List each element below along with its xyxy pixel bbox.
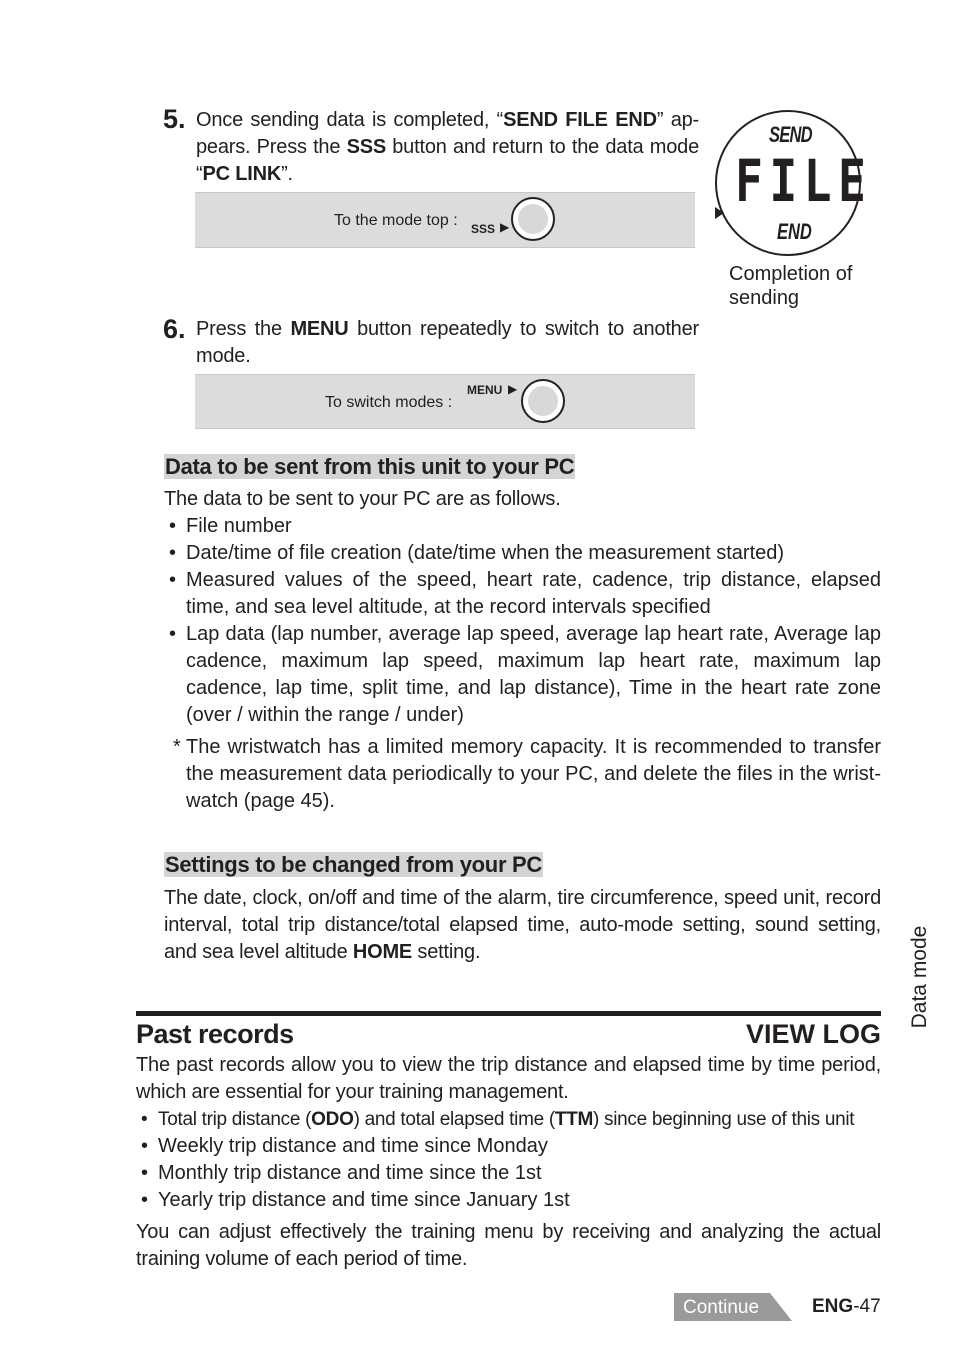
send-file-end-label: SEND FILE END (503, 109, 657, 131)
past-records-list (136, 1106, 881, 1214)
past-records-body (136, 1052, 881, 1273)
list-item: • Monthly trip distance and time since the 1st (136, 1160, 881, 1187)
memory-note (164, 734, 881, 815)
step-6-text-part: Press the (196, 318, 291, 340)
list-item-text: ) and total elapsed time ( (353, 1109, 555, 1130)
list-item (136, 1106, 881, 1133)
settings-text (164, 885, 881, 966)
settings-text-part: The date, clock, on/off and time of the alarm, tire circumference, speed unit, record interval, total trip distance/total elapsed time, auto-mode setting, sound setting, and sea level altitude (164, 887, 881, 963)
list-item: • Yearly trip distance and time since January 1st (136, 1187, 881, 1214)
mode-top-instruction-box (195, 192, 695, 248)
step-5-number: 5. (163, 104, 186, 134)
menu-label: MENU (290, 318, 349, 340)
sss-label: SSS (346, 136, 386, 158)
list-item: • Date/time of file creation (date/time when the measurement started) (164, 540, 881, 567)
step-6-number: 6. (163, 314, 186, 344)
menu-button-name: MENU (467, 383, 503, 397)
sss-button-name: SSS (471, 222, 496, 236)
step-6-text-part: button repeatedly to switch to another mode. (196, 318, 699, 367)
section-intro: The data to be sent to your PC are as follows. (164, 488, 561, 510)
watch-display (715, 110, 873, 256)
list-item: • Weekly trip distance and time since Monday (136, 1133, 881, 1160)
arrow-right-icon: ▶ (508, 382, 518, 396)
section-settings (164, 853, 881, 966)
past-records-title: Past records (136, 1019, 294, 1049)
continue-tab (674, 1293, 792, 1321)
past-records-rule (136, 1011, 881, 1016)
home-label: HOME (352, 941, 413, 963)
display-bottom-text: END (777, 219, 812, 244)
list-item: • Lap data (lap number, average lap speed, average lap heart rate, Average lap cadence, maximum lap speed, maximum lap heart rate, maximum lap cadence, lap time, split time, and lap distance), Time in the heart rate zone (over / within the range / under) (164, 621, 881, 729)
section-heading: Settings to be changed from your PC (165, 852, 542, 877)
past-records-closing: You can adjust effectively the training menu by receiving and analyzing the actual training volume of each period of time. (136, 1221, 881, 1270)
odo-label: ODO (311, 1109, 354, 1130)
step-5-text-part: Once sending data is completed, “ (196, 109, 504, 131)
note-text: The wristwatch has a limited memory capacity. It is recommended to transfer the measurement data periodically to your PC, and delete the files in the wrist-watch (page 45). (186, 736, 881, 812)
page-prefix: ENG (812, 1296, 854, 1317)
switch-modes-instruction-box (195, 374, 695, 429)
display-marker-icon (715, 207, 724, 219)
ttm-label: TTM (554, 1109, 594, 1130)
section-heading: Data to be sent from this unit to your PC (165, 454, 575, 479)
step-5-text-part: ” ap-pears. Press the (196, 109, 700, 158)
display-top-text: SEND (769, 122, 812, 147)
side-tab-label: Data mode (908, 925, 931, 1029)
continue-label: Continue (683, 1297, 760, 1318)
step-5-text-part: button and return to the data mode “ (196, 136, 699, 185)
menu-button-icon (521, 379, 565, 423)
page-number (812, 1296, 881, 1318)
step-5-text-part: ”. (281, 163, 293, 185)
settings-text-part: setting. (412, 941, 481, 963)
step-6-text (196, 316, 699, 370)
step-5-text (196, 107, 699, 188)
note-asterisk: * (173, 736, 181, 758)
list-item-text: ) since beginning use of this unit (593, 1109, 855, 1130)
pc-link-label: PC LINK (202, 163, 282, 185)
list-item-text: Total trip distance ( (158, 1109, 312, 1130)
data-list (164, 513, 881, 729)
past-records-intro: The past records allow you to view the trip distance and elapsed time by time period, which are essential for your training management. (136, 1054, 881, 1103)
view-log-title: VIEW LOG (746, 1019, 881, 1049)
switch-modes-label: To switch modes : (325, 394, 453, 411)
arrow-right-icon: ▶ (500, 220, 510, 234)
display-main-text: FILE (735, 147, 873, 215)
list-item: • File number (164, 513, 881, 540)
page-suffix: -47 (853, 1296, 881, 1317)
display-caption: Completion of sending (729, 263, 853, 309)
sss-button-icon (511, 197, 555, 241)
mode-top-label: To the mode top : (334, 212, 458, 229)
list-item: • Measured values of the speed, heart rate, cadence, trip distance, elapsed time, and sea level altitude, at the record intervals specified (164, 567, 881, 621)
section-data-sent (164, 455, 881, 815)
